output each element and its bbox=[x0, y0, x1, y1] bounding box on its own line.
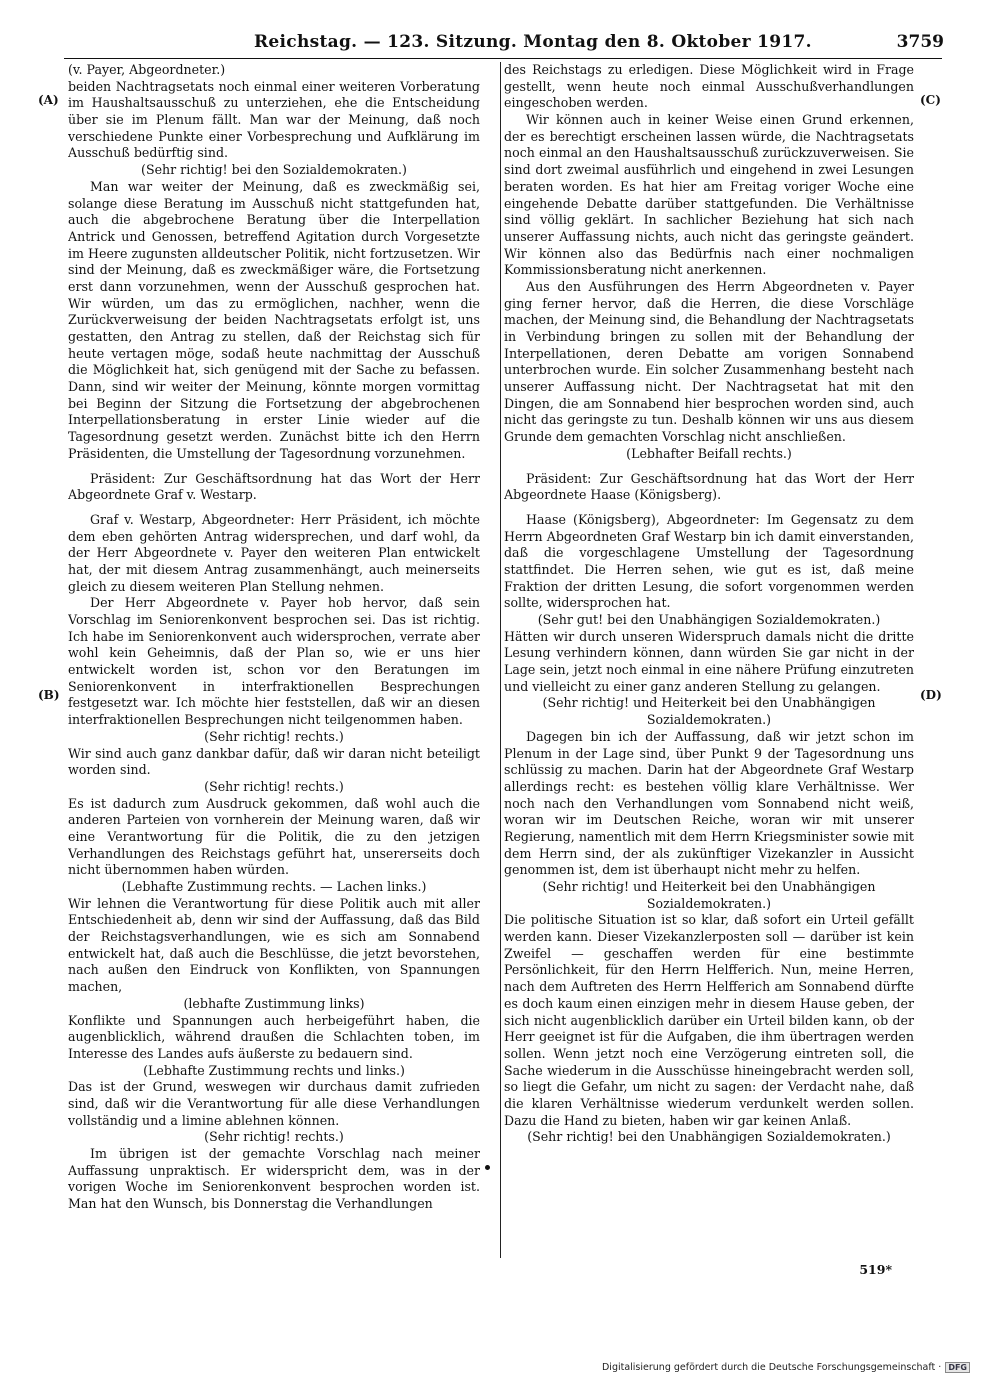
margin-marker-d: (D) bbox=[920, 688, 942, 702]
paragraph: Präsident: Zur Geschäftsordnung hat das Wort der Herr Abgeordnete Haase (Königsberg). bbox=[504, 470, 914, 503]
paragraph: Wir können auch in keiner Weise einen Grund erkennen, der es berechtigt erscheinen lassen würde, die Nachtragsetats noch einmal an den Haushaltsausschuß zurückzuverweisen. Sie sind dort zweimal ausführlich und eingehend in zwei Lesungen beraten worden. Es hat hier am Freitag voriger Woche eine eingehende Debatte darüber stattgefunden. Die Verhältnisse sind völlig geklärt. In sachlicher Beziehung hat sich nach unserer Auffassung nichts, auch nicht das geringste geändert. Wir können also das Bedürfnis nach einer nochmaligen Kommissionsberatung nicht anerkennen. bbox=[504, 112, 914, 278]
interjection: (Sehr richtig! bei den Sozialdemokraten.) bbox=[141, 162, 407, 178]
printer-signature: 519* bbox=[859, 1262, 892, 1277]
column-divider bbox=[500, 62, 501, 1258]
page-header bbox=[64, 32, 944, 60]
interjection: (lebhafte Zustimmung links) bbox=[183, 995, 365, 1011]
paragraph: des Reichstags zu erledigen. Diese Möglichkeit wird in Frage gestellt, wenn heute noch einmal Ausschußverhandlungen eingeschoben werden. bbox=[504, 62, 914, 111]
paragraph: Es ist dadurch zum Ausdruck gekommen, daß wohl auch die anderen Parteien von vornherein der Meinung waren, daß wir eine Verantwortung für die Politik, die zu den jetzigen Verhandlungen des Reichstags geführt hat, unsererseits doch nicht übernommen haben würden. bbox=[68, 795, 480, 878]
left-column bbox=[68, 62, 480, 1262]
interjection: (Lebhafter Beifall rechts.) bbox=[626, 445, 792, 461]
interjection: (Lebhafte Zustimmung rechts. — Lachen links.) bbox=[121, 879, 427, 894]
paragraph: Dagegen bin ich der Auffassung, daß wir jetzt schon im Plenum in der Lage sind, über Punkt 9 der Tagesordnung uns schlüssig zu machen. Darin hat der Abgeordnete Graf Westarp allerdings recht: es bestehen völlig klare Verhältnisse. Wer noch nach den Verhandlungen vom Sonnabend nicht weiß, woran wir im Deutschen Reiche, woran wir mit unserer Regierung, namentlich mit dem Herrn Kriegsminister sowie mit dem Herrn sind, der als zukünftiger Vizekanzler in Aussicht genommen ist, dem ist überhaupt nicht mehr zu helfen. bbox=[504, 728, 914, 878]
header-rule bbox=[64, 58, 942, 59]
interjection: (Lebhafte Zustimmung rechts und links.) bbox=[143, 1062, 405, 1078]
paragraph: Konflikte und Spannungen auch herbeigeführt haben, die augenblicklich, während draußen die Schlachten toben, im Interesse des Landes aufs äußerste zu bedauern sind. bbox=[68, 1012, 480, 1061]
dfg-logo: DFG bbox=[945, 1362, 970, 1373]
interjection: (Sehr richtig! rechts.) bbox=[204, 728, 344, 744]
paragraph: Man war weiter der Meinung, daß es zweckmäßig sei, solange diese Beratung im Ausschuß nicht stattgefunden hat, auch die abgebrochene Beratung über die Interpellation Antrick und Genossen, betreffend Agitation durch Vorgesetzte im Heere zugunsten alldeutscher Politik, nicht fortzusetzen. Wir sind der Meinung, daß es zweckmäßiger wäre, die Fortsetzung erst dann vorzunehmen, wenn der Ausschuß gesprochen hat. Wir würden, um das zu ermöglichen, nachher, wenn die Zurückverweisung der beiden Nachtragsetats erfolgt ist, uns gestatten, den Antrag zu stellen, daß der Reichstag sich für heute vertagen möge, sodaß heute nachmittag der Ausschuß die Möglichkeit hat, sich genügend mit der Sache zu befassen. Dann, sind wir weiter der Meinung, könnte morgen vormittag bei Beginn der Sitzung die Fortsetzung der abgebrochenen Interpellationsberatung in erster Linie wieder auf die Tagesordnung gesetzt werden. Zunächst bitte ich den Herrn Präsidenten, die Umstellung der Tagesordnung vorzunehmen. bbox=[68, 178, 480, 461]
paragraph: (v. Payer, Abgeordneter.) bbox=[68, 62, 226, 77]
margin-marker-b: (B) bbox=[38, 688, 60, 702]
paragraph: Der Herr Abgeordnete v. Payer hob hervor, daß sein Vorschlag im Seniorenkonvent besprochen sei. Das ist richtig. Ich habe im Seniorenkonvent auch widersprochen, verrate aber wohl kein Geheimnis, daß der Plan so, wie er uns hier entwickelt worden ist, schon vor den Beratungen im Seniorenkonvent in interfraktionellen Besprechungen festgesetzt war. Ich möchte hier feststellen, daß wir an diesen interfraktionellen Besprechungen nicht teilgenommen haben. bbox=[68, 595, 480, 728]
right-column bbox=[504, 62, 914, 1262]
page-number: 3759 bbox=[896, 32, 944, 52]
paragraph: Präsident: Zur Geschäftsordnung hat das Wort der Herr Abgeordnete Graf v. Westarp. bbox=[68, 470, 480, 503]
interjection: (Sehr richtig! bei den Unabhängigen Sozialdemokraten.) bbox=[527, 1129, 891, 1145]
interjection: (Sehr richtig! rechts.) bbox=[204, 1129, 344, 1145]
paragraph: Hätten wir durch unseren Widerspruch damals nicht die dritte Lesung verhindern können, dann würden Sie gar nicht in der Lage sein, jetzt noch einmal in eine nähere Prüfung einzutreten und vielleicht zu einer ganz anderen Stellung zu gelangen. bbox=[504, 628, 914, 694]
interjection: (Sehr richtig! und Heiterkeit bei den Unabhängigen Sozialdemokraten.) bbox=[542, 695, 876, 728]
paragraph: Graf v. Westarp, Abgeordneter: Herr Präsident, ich möchte dem eben gehörten Antrag widersprechen, und darf wohl, da der Herr Abgeordnete v. Payer den weiteren Plan entwickelt hat, der mit diesem Antrag zusammenhängt, auch meinerseits gleich zu diesem weiteren Plan Stellung nehmen. bbox=[68, 511, 480, 594]
running-head: Reichstag. — 123. Sitzung. Montag den 8. Oktober 1917. bbox=[254, 32, 812, 52]
paragraph: Das ist der Grund, weswegen wir durchaus damit zufrieden sind, daß wir die Verantwortung für alle diese Verhandlungen vollständig und a limine ablehnen können. bbox=[68, 1079, 480, 1128]
paragraph: beiden Nachtragsetats noch einmal einer weiteren Vorberatung im Haushaltsausschuß zu unterziehen, ehe die Entscheidung über sie im Plenum fällt. Man war der Meinung, daß noch verschiedene Punkte einer Vorbesprechung und Aufklärung im Ausschuß bedürftig sind. bbox=[68, 78, 480, 161]
interjection: (Sehr gut! bei den Unabhängigen Sozialdemokraten.) bbox=[537, 612, 881, 627]
paragraph: Aus den Ausführungen des Herrn Abgeordneten v. Payer ging ferner hervor, daß die Herren, die diese Vorschläge machen, der Meinung sind, die Behandlung der Nachtragsetats in Verbindung bringen zu sollen mit der Behandlung der Interpellationen, deren Debatte am vorigen Sonnabend unterbrochen wurde. Ein solcher Zusammenhang besteht nach unserer Auffassung nicht. Der Nachtragsetat hat mit den Dingen, die am Sonnabend hier besprochen worden sind, auch nicht das geringste zu tun. Deshalb können wir uns aus diesem Grunde dem gemachten Vorschlag nicht anschließen. bbox=[504, 278, 914, 445]
interjection: (Sehr richtig! rechts.) bbox=[204, 778, 344, 794]
margin-marker-c: (C) bbox=[920, 93, 941, 107]
paragraph: Die politische Situation ist so klar, daß sofort ein Urteil gefällt werden kann. Dieser Vizekanzlerposten soll — darüber ist kein Zweifel — geschaffen werden für eine bestimmte Persönlichkeit, für den Herrn Helfferich. Nun, meine Herren, nach dem Auftreten des Herrn Helfferich am Sonnabend dürfte es doch kaum einen einzigen mehr in diesem Hause geben, der sich nicht augenblicklich darüber ein Urteil bilden kann, ob der Herr geeignet ist für die Aufgaben, die ihm übertragen werden sollen. Wenn jetzt noch eine Verzögerung eintreten soll, die Sache wiederum in die Ausschüsse hineingebracht werden soll, so liegt die Gefahr, um nicht zu sagen: der Verdacht nahe, daß die klaren Verhältnisse wiederum verdunkelt werden sollen. Dazu die Hand zu bieten, haben wir gar keinen Anlaß. bbox=[504, 912, 914, 1128]
margin-marker-a: (A) bbox=[38, 93, 59, 107]
paragraph: Haase (Königsberg), Abgeordneter: Im Gegensatz zu dem Herrn Abgeordneten Graf Westarp bin ich damit einverstanden, daß die vorgeschlagene Umstellung der Tagesordnung stattfindet. Die Herren sehen, wie gut es ist, daß meine Fraktion der dritten Lesung, die sofort vorgenommen werden sollte, widersprochen hat. bbox=[504, 511, 914, 611]
interjection: (Sehr richtig! und Heiterkeit bei den Unabhängigen Sozialdemokraten.) bbox=[542, 879, 876, 911]
digitization-text: Digitalisierung gefördert durch die Deutsche Forschungsgemeinschaft · bbox=[601, 1362, 942, 1373]
paragraph: Im übrigen ist der gemachte Vorschlag nach meiner Auffassung unpraktisch. Er widerspricht dem, was in der vorigen Woche im Seniorenkonvent besprochen worden ist. Man hat den Wunsch, bis Donnerstag die Verhandlungen bbox=[68, 1146, 480, 1212]
margin-dot bbox=[485, 1165, 490, 1170]
paragraph: Wir lehnen die Verantwortung für diese Politik auch mit aller Entschiedenheit ab, denn wir sind der Auffassung, daß das Bild der Reichstagsverhandlungen, wie es sich am Sonnabend entwickelt hat, daß auch die Beschlüsse, die jetzt bevorstehen, nach außen den Eindruck von Konflikten, von Spannungen machen, bbox=[68, 895, 480, 995]
digitization-note bbox=[602, 1362, 970, 1373]
paragraph: Wir sind auch ganz dankbar dafür, daß wir daran nicht beteiligt worden sind. bbox=[68, 745, 480, 778]
